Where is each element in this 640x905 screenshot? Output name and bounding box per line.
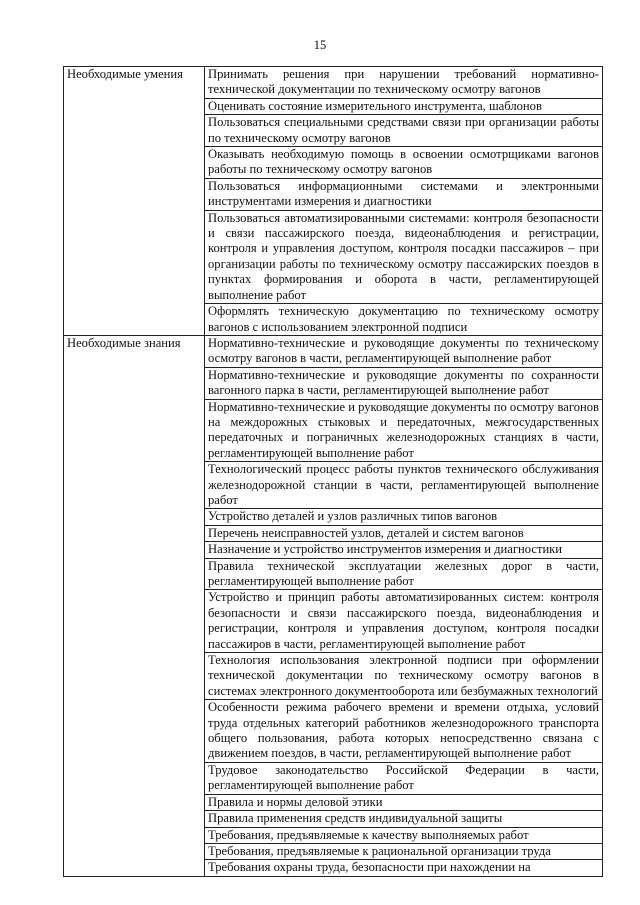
requirement-item: Технологический процесс работы пунктов технического обслуживания железнодорожной станции в части, регламентирующей выполнение работ bbox=[205, 462, 603, 509]
requirement-item: Пользоваться информационными системами и электронными инструментами измерения и диагностики bbox=[205, 178, 603, 210]
page-number: 15 bbox=[313, 38, 327, 52]
requirement-item: Перечень неисправностей узлов, деталей и систем вагонов bbox=[205, 525, 603, 541]
requirement-item: Требования охраны труда, безопасности при нахождении на bbox=[205, 860, 603, 876]
requirement-item: Правила технической эксплуатации железных дорог в части, регламентирующей выполнение работ bbox=[205, 558, 603, 590]
table-row bbox=[64, 67, 603, 99]
requirements-table-body bbox=[64, 67, 603, 877]
requirement-item: Технология использования электронной подписи при оформлении технической документации по техническому осмотру вагонов в системах электронного документооборота или безбумажных технологий bbox=[205, 653, 603, 700]
requirement-item: Правила и нормы деловой этики bbox=[205, 794, 603, 810]
requirement-item: Трудовое законодательство Российской Федерации в части, регламентирующей выполнение работ bbox=[205, 762, 603, 794]
requirement-item: Оформлять техническую документацию по техническому осмотру вагонов с использованием электронной подписи bbox=[205, 304, 603, 336]
requirement-item: Нормативно-технические и руководящие документы по осмотру вагонов на междорожных стыковых и передаточных, межгосударственных передаточных и пограничных железнодорожных станциях в части, регламентирующей выполнение работ bbox=[205, 399, 603, 462]
requirement-item: Назначение и устройство инструментов измерения и диагностики bbox=[205, 542, 603, 558]
requirement-item: Устройство деталей и узлов различных типов вагонов bbox=[205, 509, 603, 525]
requirement-item: Требования, предъявляемые к рациональной организации труда bbox=[205, 843, 603, 859]
requirement-item: Пользоваться автоматизированными системами: контроля безопасности и связи пассажирского поезда, видеонаблюдения и регистрации, контроля и управления доступом, контроля посадки пассажиров – при организации работы по техническому осмотру пассажирских поездов в пунктах формирования и оборота в части, регламентирующей выполнение работ bbox=[205, 210, 603, 303]
requirement-item: Пользоваться специальными средствами связи при организации работы по техническому осмотру вагонов bbox=[205, 115, 603, 147]
requirement-item: Правила применения средств индивидуальной защиты bbox=[205, 811, 603, 827]
requirement-item: Нормативно-технические и руководящие документы по сохранности вагонного парка в части, регламентирующей выполнение работ bbox=[205, 367, 603, 399]
requirement-item: Устройство и принцип работы автоматизированных систем: контроля безопасности и связи пассажирского поезда, видеонаблюдения и регистрации, контроля и управления доступом, контроля посадки пассажиров в части, регламентирующей выполнение работ bbox=[205, 590, 603, 653]
section-label: Необходимые умения bbox=[64, 67, 205, 336]
requirement-item: Принимать решения при нарушении требований нормативно-технической документации по техническому осмотру вагонов bbox=[205, 67, 603, 99]
requirement-item: Требования, предъявляемые к качеству выполняемых работ bbox=[205, 827, 603, 843]
table-row bbox=[64, 335, 603, 367]
requirements-table bbox=[63, 66, 603, 877]
requirement-item: Особенности режима рабочего времени и времени отдыха, условий труда отдельных категорий работников железнодорожного транспорта общего пользования, работа которых непосредственно связана с движением поездов, в части, регламентирующей выполнение работ bbox=[205, 700, 603, 763]
requirement-item: Оценивать состояние измерительного инструмента, шаблонов bbox=[205, 98, 603, 114]
requirement-item: Нормативно-технические и руководящие документы по техническому осмотру вагонов в части, регламентирующей выполнение работ bbox=[205, 335, 603, 367]
section-label: Необходимые знания bbox=[64, 335, 205, 876]
requirement-item: Оказывать необходимую помощь в освоении осмотрщиками вагонов работы по техническому осмотру вагонов bbox=[205, 147, 603, 179]
